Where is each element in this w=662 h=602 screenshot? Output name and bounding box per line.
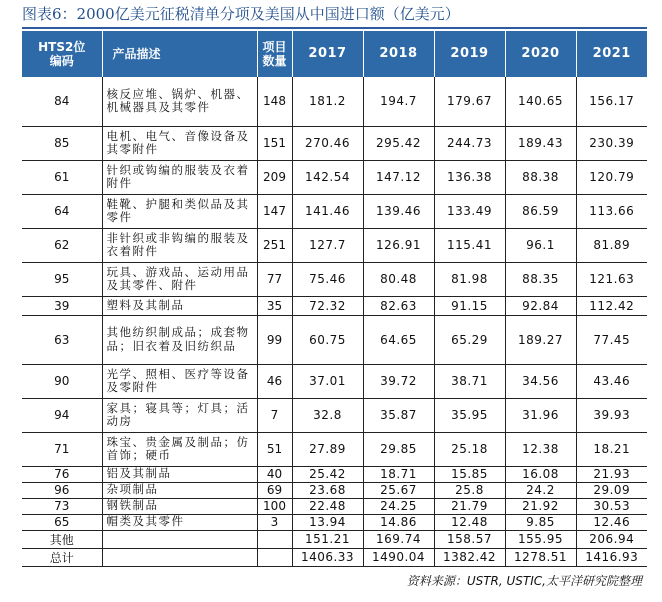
cell-value: 35.95 [434,398,505,432]
cell-description: 电机、电气、音像设备及其零附件 [102,126,257,160]
cell-count: 7 [257,398,292,432]
cell-value: 27.89 [292,432,363,466]
cell-value: 60.75 [292,315,363,364]
header-row [22,31,647,77]
cell-description: 珠宝、贵金属及制品；仿首饰；硬币 [102,432,257,466]
cell-description: 家具；寝具等；灯具；活动房 [102,398,257,432]
table-row [22,482,647,498]
table-row [22,514,647,530]
cell-count: 46 [257,364,292,398]
cell-value: 141.46 [292,194,363,228]
cell-count: 251 [257,228,292,262]
table-row [22,315,647,364]
table-row [22,126,647,160]
cell-description: 帽类及其零件 [102,514,257,530]
cell-count: 40 [257,466,292,482]
cell-count: 209 [257,160,292,194]
cell-value: 24.25 [363,498,434,514]
cell-count: 100 [257,498,292,514]
cell-code: 61 [22,160,102,194]
cell-value: 126.91 [363,228,434,262]
cell-value: 12.38 [505,432,576,466]
cell-description: 杂项制品 [102,482,257,498]
cell-value: 113.66 [576,194,647,228]
header-year-2018: 2018 [363,31,434,77]
header-code [22,31,102,77]
cell-code: 96 [22,482,102,498]
cell-value: 1382.42 [434,548,505,566]
cell-value: 155.95 [505,530,576,548]
cell-code: 63 [22,315,102,364]
cell-code: 73 [22,498,102,514]
cell-value: 1278.51 [505,548,576,566]
cell-code: 65 [22,514,102,530]
cell-value: 86.59 [505,194,576,228]
cell-value: 12.46 [576,514,647,530]
cell-description: 塑料及其制品 [102,296,257,315]
table-row [22,548,647,566]
cell-value: 16.08 [505,466,576,482]
cell-value: 112.42 [576,296,647,315]
cell-value: 43.46 [576,364,647,398]
cell-value: 270.46 [292,126,363,160]
table-row [22,296,647,315]
cell-value: 80.48 [363,262,434,296]
cell-count: 51 [257,432,292,466]
cell-value: 18.71 [363,466,434,482]
cell-value: 32.8 [292,398,363,432]
cell-value: 12.48 [434,514,505,530]
cell-code: 76 [22,466,102,482]
header-year-2021: 2021 [576,31,647,77]
table-row [22,262,647,296]
cell-value: 92.84 [505,296,576,315]
cell-value: 21.93 [576,466,647,482]
cell-description: 光学、照相、医疗等设备及零附件 [102,364,257,398]
cell-value: 23.68 [292,482,363,498]
cell-value: 194.7 [363,77,434,126]
cell-description: 钢铁制品 [102,498,257,514]
figure-title: 图表6：2000亿美元征税清单分项及美国从中国进口额（亿美元） [22,5,460,23]
import-table [22,31,647,567]
header-code-line2: 编码 [49,54,74,68]
cell-code: 62 [22,228,102,262]
table-row [22,432,647,466]
cell-code: 85 [22,126,102,160]
cell-value: 15.85 [434,466,505,482]
cell-value: 31.96 [505,398,576,432]
cell-value: 120.79 [576,160,647,194]
cell-value: 295.42 [363,126,434,160]
cell-description: 非针织或非钩编的服装及衣着附件 [102,228,257,262]
header-count [257,31,292,77]
cell-value: 136.38 [434,160,505,194]
cell-code: 64 [22,194,102,228]
cell-value: 1490.04 [363,548,434,566]
cell-value: 34.56 [505,364,576,398]
cell-value: 139.46 [363,194,434,228]
cell-description: 针织或钩编的服装及衣着附件 [102,160,257,194]
cell-count: 69 [257,482,292,498]
cell-count: 99 [257,315,292,364]
cell-value: 25.42 [292,466,363,482]
cell-value: 147.12 [363,160,434,194]
cell-value: 37.01 [292,364,363,398]
table-row [22,77,647,126]
cell-value: 169.74 [363,530,434,548]
header-desc: 产品描述 [102,31,257,77]
cell-description: 鞋靴、护腿和类似品及其零件 [102,194,257,228]
cell-value: 18.21 [576,432,647,466]
cell-code: 94 [22,398,102,432]
header-year-2019: 2019 [434,31,505,77]
cell-value: 142.54 [292,160,363,194]
cell-code: 95 [22,262,102,296]
cell-value: 158.57 [434,530,505,548]
cell-value: 230.39 [576,126,647,160]
cell-description [102,548,257,566]
cell-value: 77.45 [576,315,647,364]
title-divider [22,27,647,29]
cell-value: 14.86 [363,514,434,530]
cell-value: 9.85 [505,514,576,530]
cell-description: 其他纺织制成品；成套物品；旧衣着及旧纺织品 [102,315,257,364]
cell-description: 玩具、游戏品、运动用品及其零件、附件 [102,262,257,296]
cell-value: 88.35 [505,262,576,296]
cell-value: 25.67 [363,482,434,498]
cell-value: 179.67 [434,77,505,126]
table-row [22,160,647,194]
cell-value: 189.27 [505,315,576,364]
cell-code: 39 [22,296,102,315]
cell-value: 29.85 [363,432,434,466]
cell-value: 91.15 [434,296,505,315]
cell-value: 29.09 [576,482,647,498]
cell-count [257,548,292,566]
cell-value: 127.7 [292,228,363,262]
cell-value: 30.53 [576,498,647,514]
table-body [22,77,647,566]
cell-value: 151.21 [292,530,363,548]
cell-value: 39.93 [576,398,647,432]
cell-value: 21.79 [434,498,505,514]
cell-count: 147 [257,194,292,228]
header-year-2017: 2017 [292,31,363,77]
header-code-line1: HTS2位 [38,40,86,54]
cell-value: 81.89 [576,228,647,262]
cell-value: 181.2 [292,77,363,126]
cell-count: 35 [257,296,292,315]
cell-description: 铝及其制品 [102,466,257,482]
cell-value: 96.1 [505,228,576,262]
cell-value: 1416.93 [576,548,647,566]
cell-value: 140.65 [505,77,576,126]
cell-value: 72.32 [292,296,363,315]
cell-value: 206.94 [576,530,647,548]
cell-value: 13.94 [292,514,363,530]
cell-value: 82.63 [363,296,434,315]
cell-count: 77 [257,262,292,296]
cell-value: 156.17 [576,77,647,126]
table-row [22,194,647,228]
source-note: 资料来源：USTR, USTIC,太平洋研究院整理 [406,574,642,588]
cell-value: 115.41 [434,228,505,262]
cell-value: 81.98 [434,262,505,296]
cell-value: 35.87 [363,398,434,432]
cell-code: 71 [22,432,102,466]
cell-value: 65.29 [434,315,505,364]
cell-value: 38.71 [434,364,505,398]
cell-value: 64.65 [363,315,434,364]
cell-description: 核反应堆、锅炉、机器、机械器具及其零件 [102,77,257,126]
table-row [22,228,647,262]
table-row [22,466,647,482]
cell-code: 其他 [22,530,102,548]
cell-value: 189.43 [505,126,576,160]
cell-value: 22.48 [292,498,363,514]
header-year-2020: 2020 [505,31,576,77]
cell-value: 133.49 [434,194,505,228]
cell-count: 151 [257,126,292,160]
cell-value: 39.72 [363,364,434,398]
table-row [22,364,647,398]
cell-value: 244.73 [434,126,505,160]
cell-value: 25.8 [434,482,505,498]
cell-description [102,530,257,548]
table-row [22,498,647,514]
cell-code: 90 [22,364,102,398]
cell-value: 75.46 [292,262,363,296]
header-count-line2: 数量 [262,54,287,68]
cell-value: 21.92 [505,498,576,514]
table-row [22,530,647,548]
cell-value: 121.63 [576,262,647,296]
cell-code: 总计 [22,548,102,566]
header-count-line1: 项目 [262,40,287,54]
cell-value: 25.18 [434,432,505,466]
cell-count: 148 [257,77,292,126]
cell-count [257,530,292,548]
cell-code: 84 [22,77,102,126]
cell-count: 3 [257,514,292,530]
cell-value: 24.2 [505,482,576,498]
cell-value: 88.38 [505,160,576,194]
cell-value: 1406.33 [292,548,363,566]
table-row [22,398,647,432]
